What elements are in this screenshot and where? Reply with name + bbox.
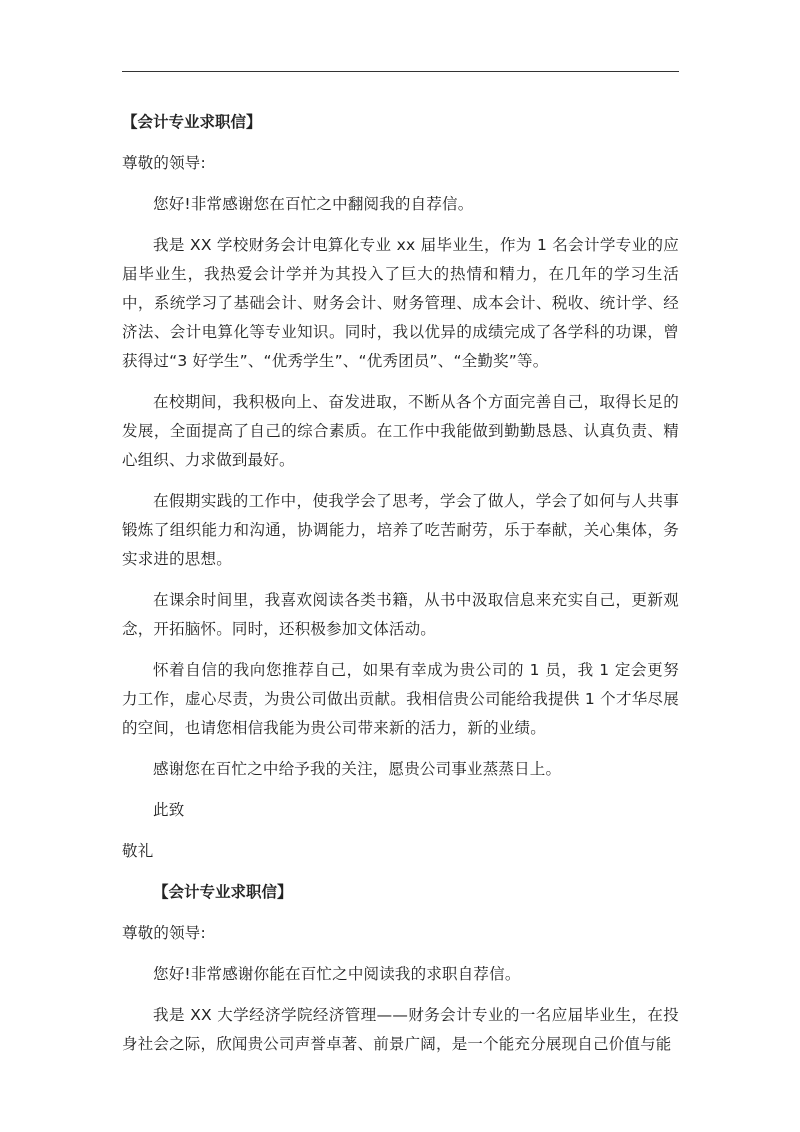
letter1-paragraph: 在假期实践的工作中，使我学会了思考，学会了做人，学会了如何与人共事锻炼了组织能力和沟通，协调能力，培养了吃苦耐劳，乐于奉献，关心集体，务实求进的思想。 (122, 492, 679, 568)
header-rule (122, 71, 679, 72)
letter2-paragraph: 您好!非常感谢你能在百忙之中阅读我的求职自荐信。 (153, 965, 521, 983)
letter1-paragraph: 感谢您在百忙之中给予我的关注，愿贵公司事业蒸蒸日上。 (153, 760, 562, 778)
letter1-regards: 敬礼 (122, 842, 154, 860)
letter1-paragraph: 我是 XX 学校财务会计电算化专业 xx 届毕业生，作为 1 名会计学专业的应届毕业生，我热爱会计学并为其投入了巨大的热情和精力，在几年的学习生活中，系统学习了基础会计、财务会计、财务管理、成本会计、税收、统计学、经济法、会计电算化等专业知识。同时，我以优异的成绩完成了各学科的功课，曾获得过“3 好学生”、“优秀学生”、“优秀团员”、“全勤奖”等。 (122, 236, 679, 370)
letter1-closing: 此致 (153, 801, 185, 819)
letter2-title: 【会计专业求职信】 (153, 883, 293, 901)
document-body (122, 108, 679, 1071)
letter1-salutation: 尊敬的领导: (122, 154, 206, 172)
letter1-paragraph: 在校期间，我积极向上、奋发进取，不断从各个方面完善自己，取得长足的发展，全面提高了自己的综合素质。在工作中我能做到勤勤恳恳、认真负责、精心组织、力求做到最好。 (122, 393, 679, 469)
letter1-paragraph: 怀着自信的我向您推荐自己，如果有幸成为贵公司的 1 员，我 1 定会更努力工作，虚心尽责，为贵公司做出贡献。我相信贵公司能给我提供 1 个才华尽展的空间，也请您相信我能为贵公司带来新的活力，新的业绩。 (122, 661, 679, 737)
letter2-salutation: 尊敬的领导: (122, 924, 206, 942)
letter1-title: 【会计专业求职信】 (122, 113, 262, 131)
letter1-paragraph: 在课余时间里，我喜欢阅读各类书籍，从书中汲取信息来充实自己，更新观念，开拓脑怀。同时，还积极参加文体活动。 (122, 591, 679, 638)
letter2-paragraph: 我是 XX 大学经济学院经济管理——财务会计专业的一名应届毕业生，在投身社会之际，欣闻贵公司声誉卓著、前景广阔，是一个能充分展现自己价值与能 (122, 1006, 679, 1053)
letter1-paragraph: 您好!非常感谢您在百忙之中翻阅我的自荐信。 (153, 195, 474, 213)
